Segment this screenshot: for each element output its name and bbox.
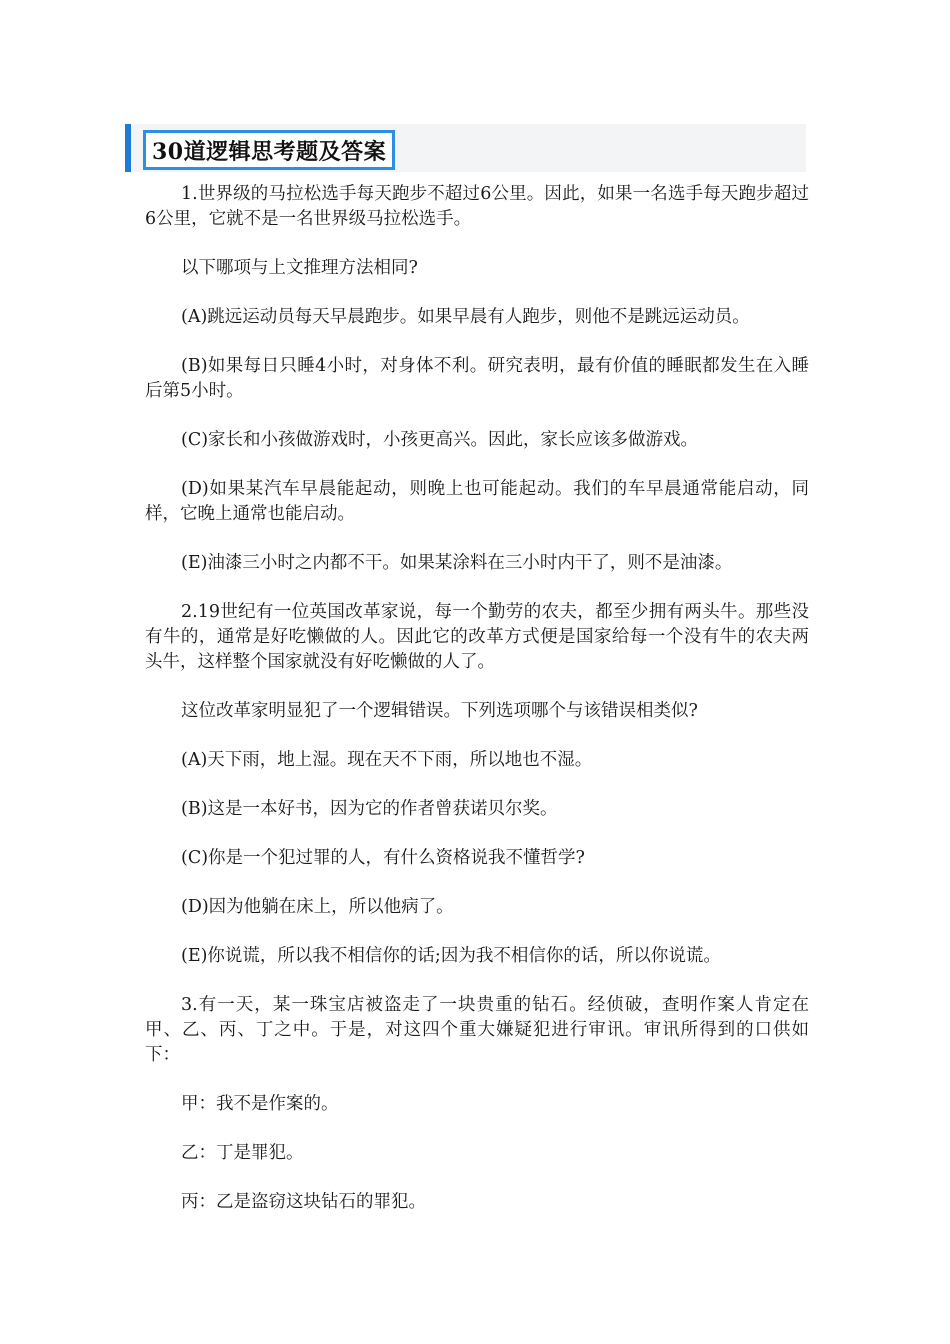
paragraph-q1-option-e: (E)油漆三小时之内都不干。如果某涂料在三小时内干了，则不是油漆。 [181,553,733,573]
paragraph-q2-option-d: (D)因为他躺在床上，所以他病了。 [181,897,454,917]
paragraph-q3-statement-bing: 丙：乙是盗窃这块钻石的罪犯。 [181,1192,426,1212]
page-title: 30道逻辑思考题及答案 [152,138,387,165]
paragraph-q1: 1.世界级的马拉松选手每天跑步不超过6公里。因此，如果一名选手每天跑步超过6公里，它就不是一名世界级马拉松选手。 [145,184,809,229]
title-accent-bar [125,124,131,172]
paragraph-q3-statement-yi: 乙：丁是罪犯。 [181,1143,304,1163]
paragraph-q2-option-b: (B)这是一本好书，因为它的作者曾获诺贝尔奖。 [181,799,558,819]
paragraph-q1-option-d: (D)如果某汽车早晨能起动，则晚上也可能起动。我们的车早晨通常能启动，同样，它晚上通常也能启动。 [145,479,809,524]
paragraph-q1-option-a: (A)跳远运动员每天早晨跑步。如果早晨有人跑步，则他不是跳远运动员。 [181,307,750,327]
title-bar [125,124,806,172]
paragraph-q2: 2.19世纪有一位英国改革家说，每一个勤劳的农夫，都至少拥有两头牛。那些没有牛的，通常是好吃懒做的人。因此它的改革方式便是国家给每一个没有牛的农夫两头牛，这样整个国家就没有好吃懒做的人了。 [145,602,809,672]
paragraph-q3-statement-jia: 甲：我不是作案的。 [181,1094,339,1114]
paragraph-q2-option-c: (C)你是一个犯过罪的人，有什么资格说我不懂哲学? [181,848,585,868]
paragraph-q1-prompt: 以下哪项与上文推理方法相同? [181,258,418,278]
title-box [143,130,395,170]
paragraph-q2-option-e: (E)你说谎，所以我不相信你的话;因为我不相信你的话，所以你说谎。 [181,946,721,966]
paragraph-q3: 3.有一天，某一珠宝店被盗走了一块贵重的钻石。经侦破，查明作案人肯定在甲、乙、丙、丁之中。于是，对这四个重大嫌疑犯进行审讯。审讯所得到的口供如下： [145,995,809,1065]
paragraph-q2-option-a: (A)天下雨，地上湿。现在天不下雨，所以地也不湿。 [181,750,593,770]
paragraph-q2-prompt: 这位改革家明显犯了一个逻辑错误。下列选项哪个与该错误相类似? [181,701,698,721]
paragraph-q1-option-c: (C)家长和小孩做游戏时，小孩更高兴。因此，家长应该多做游戏。 [181,430,699,450]
paragraph-q1-option-b: (B)如果每日只睡4小时，对身体不利。研究表明，最有价值的睡眠都发生在入睡后第5小时。 [145,356,809,401]
document-body [145,182,809,1239]
